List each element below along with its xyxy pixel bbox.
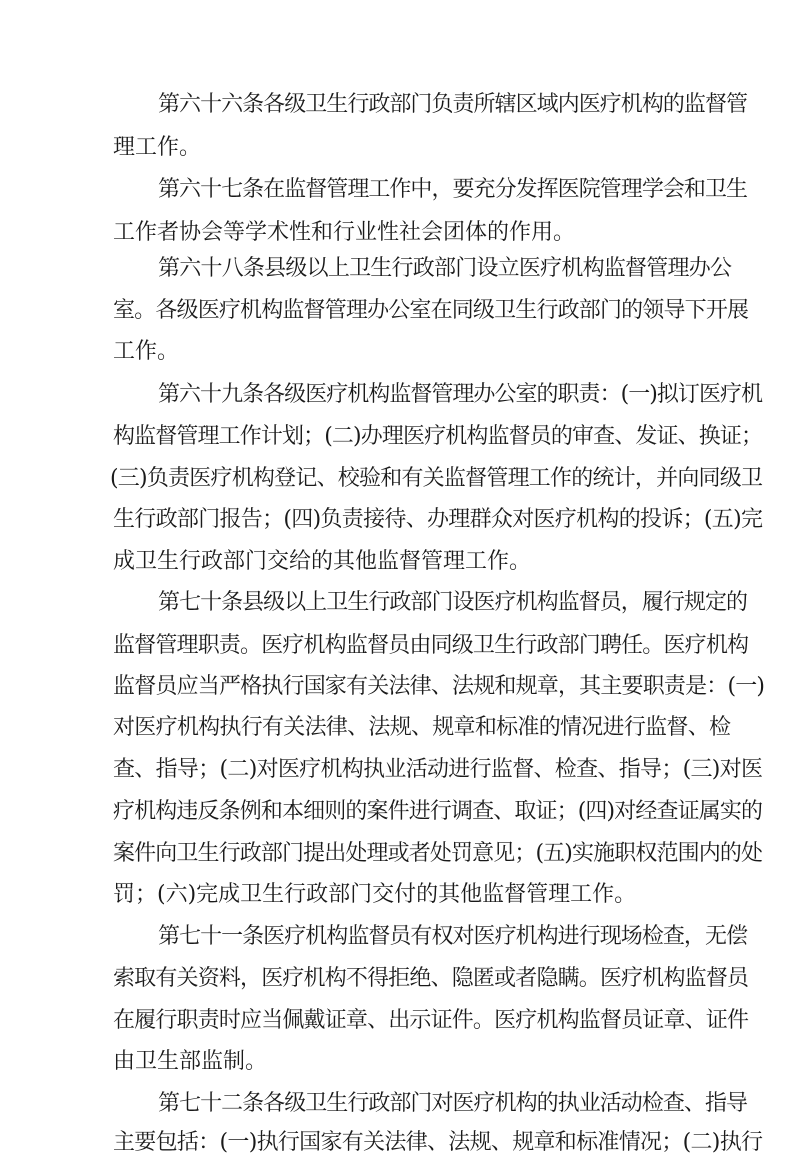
text-line <box>0 833 793 875</box>
text-line <box>0 791 793 833</box>
line-text: 第六十六条各级卫生行政部门负责所辖区域内医疗机构的监督管 <box>158 92 748 117</box>
line-text: 第七十一条医疗机构监督员有权对医疗机构进行现场检查，无偿 <box>158 924 748 949</box>
text-line <box>0 248 793 290</box>
text-line <box>0 582 793 624</box>
text-line <box>0 707 793 749</box>
line-text: 案件向卫生行政部门提出处理或者处罚意见；(五)实施职权范围内的处 <box>113 841 763 866</box>
text-line <box>0 916 793 958</box>
text-line <box>0 374 793 416</box>
text-line <box>0 458 793 500</box>
text-line <box>0 169 793 211</box>
text-line <box>0 541 793 583</box>
line-text: 工作者协会等学术性和行业性社会团体的作用。 <box>113 220 576 245</box>
line-text: 第六十八条县级以上卫生行政部门设立医疗机构监督管理办公 <box>158 256 732 281</box>
text-line <box>0 1041 793 1083</box>
text-line <box>0 874 793 916</box>
text-line <box>0 499 793 541</box>
line-text: 生行政部门报告；(四)负责接待、办理群众对医疗机构的投诉；(五)完 <box>113 507 763 532</box>
line-text: 室。各级医疗机构监督管理办公室在同级卫生行政部门的领导下开展 <box>113 298 749 323</box>
text-line <box>0 1122 793 1164</box>
text-line <box>0 290 793 332</box>
line-text: 监督管理职责。医疗机构监督员由同级卫生行政部门聘任。医疗机构 <box>113 633 749 658</box>
text-line <box>0 84 793 126</box>
line-text: 对医疗机构执行有关法律、法规、规章和标准的情况进行监督、检 <box>113 715 731 740</box>
text-line <box>0 958 793 1000</box>
line-text: 第六十九条各级医疗机构监督管理办公室的职责：(一)拟订医疗机 <box>158 382 763 407</box>
line-text: 理工作。 <box>113 135 202 160</box>
text-line <box>0 1083 793 1125</box>
line-text: 第六十七条在监督管理工作中，要充分发挥医院管理学会和卫生 <box>158 177 748 202</box>
line-text: (三)负责医疗机构登记、校验和有关监督管理工作的统计，并向同级卫 <box>110 466 763 491</box>
line-text: 第七十二条各级卫生行政部门对医疗机构的执业活动检查、指导 <box>158 1091 748 1116</box>
line-text: 工作。 <box>113 339 180 364</box>
line-text: 罚；(六)完成卫生行政部门交付的其他监督管理工作。 <box>113 882 637 907</box>
text-line <box>0 625 793 667</box>
text-line <box>0 1000 793 1042</box>
text-line <box>0 416 793 458</box>
line-text: 疗机构违反条例和本细则的案件进行调查、取证；(四)对经查证属实的 <box>113 799 763 824</box>
line-text: 主要包括：(一)执行国家有关法律、法规、规章和标准情况；(二)执行 <box>113 1130 763 1155</box>
line-text: 监督员应当严格执行国家有关法律、法规和规章，其主要职责是：(一) <box>113 674 765 699</box>
line-text: 由卫生部监制。 <box>113 1049 268 1074</box>
line-text: 成卫生行政部门交给的其他监督管理工作。 <box>113 549 532 574</box>
line-text: 构监督管理工作计划；(二)办理医疗机构监督员的审查、发证、换证； <box>113 424 763 449</box>
line-text: 第七十条县级以上卫生行政部门设医疗机构监督员，履行规定的 <box>158 590 748 615</box>
text-line <box>0 749 793 791</box>
text-line <box>0 331 793 373</box>
text-line <box>0 666 793 708</box>
line-text: 查、指导；(二)对医疗机构执业活动进行监督、检查、指导；(三)对医 <box>113 757 763 782</box>
text-line <box>0 127 793 169</box>
line-text: 在履行职责时应当佩戴证章、出示证件。医疗机构监督员证章、证件 <box>113 1008 749 1033</box>
line-text: 索取有关资料，医疗机构不得拒绝、隐匿或者隐瞒。医疗机构监督员 <box>113 966 749 991</box>
